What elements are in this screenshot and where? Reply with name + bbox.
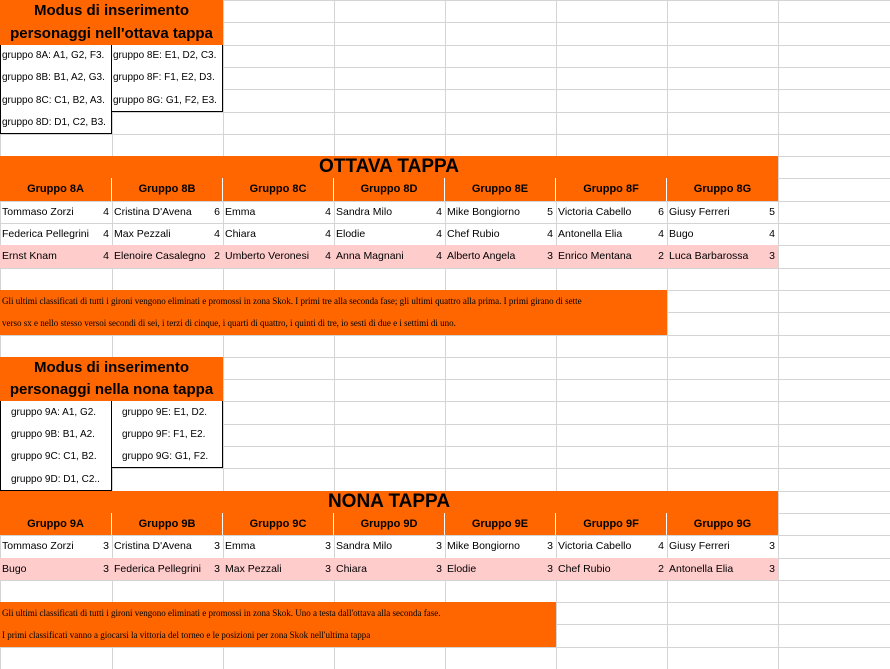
note-line2: I primi classificati vanno a giocarsi la vittoria del torneo e le posizioni per zona Skok nell'ultima tappa: [0, 624, 556, 647]
participant-score[interactable]: 4: [547, 228, 553, 240]
modus-right-item: gruppo 8F: F1, E2, D3.: [112, 67, 223, 89]
participant-name[interactable]: Sandra Milo: [336, 206, 393, 218]
participant-score[interactable]: 4: [436, 206, 442, 218]
group-header: Gruppo 8F: [556, 178, 667, 201]
participant-score[interactable]: 4: [98, 245, 112, 268]
modus-left-item: gruppo 9A: A1, G2.: [0, 401, 112, 424]
group-header: Gruppo 9F: [556, 513, 667, 535]
modus-title-line1: Modus di inserimento: [0, 357, 223, 379]
participant-name[interactable]: Chiara: [225, 228, 256, 240]
participant-name[interactable]: Anna Magnani: [334, 245, 431, 268]
participant-score[interactable]: 5: [547, 206, 553, 218]
participant-score[interactable]: 4: [103, 228, 109, 240]
participant-name[interactable]: Tommaso Zorzi: [2, 540, 74, 552]
modus-title-line2: personaggi nell'ottava tappa: [0, 22, 223, 45]
participant-score[interactable]: 3: [431, 558, 445, 580]
participant-name[interactable]: Chiara: [334, 558, 431, 580]
note-line1: Gli ultimi classificati di tutti i gironi vengono eliminati e promossi in zona Skok. Uno a testa dall'ottava alla seconda fase.: [0, 602, 556, 624]
participant-name[interactable]: Ernst Knam: [0, 245, 98, 268]
participant-name[interactable]: Chef Rubio: [556, 558, 653, 580]
participant-score[interactable]: 3: [764, 558, 778, 580]
participant-name[interactable]: Cristina D'Avena: [114, 206, 192, 218]
group-header: Gruppo 8A: [0, 178, 112, 201]
participant-name[interactable]: Emma: [225, 206, 256, 218]
participant-name[interactable]: Mike Bongiorno: [447, 206, 520, 218]
participant-name[interactable]: Alberto Angela: [445, 245, 542, 268]
modus-right-item: gruppo 9E: E1, D2.: [112, 401, 223, 424]
participant-score[interactable]: 4: [769, 228, 775, 240]
participant-name[interactable]: Elodie: [445, 558, 542, 580]
participant-score[interactable]: 3: [769, 540, 775, 552]
participant-name[interactable]: Federica Pellegrini: [112, 558, 209, 580]
modus-left-item: gruppo 8B: B1, A2, G3.: [0, 67, 112, 89]
participant-score[interactable]: 5: [769, 206, 775, 218]
modus-title-line1: Modus di inserimento: [0, 0, 223, 22]
modus-right-item: gruppo 8G: G1, F2, E3.: [112, 89, 223, 112]
participant-name[interactable]: Bugo: [0, 558, 98, 580]
participant-name[interactable]: Chef Rubio: [447, 228, 500, 240]
group-header: Gruppo 9B: [112, 513, 223, 535]
modus-left-item: gruppo 8A: A1, G2, F3.: [0, 45, 112, 67]
participant-score[interactable]: 4: [325, 206, 331, 218]
participant-score[interactable]: 3: [542, 245, 556, 268]
participant-score[interactable]: 4: [325, 228, 331, 240]
participant-score[interactable]: 2: [653, 245, 667, 268]
participant-name[interactable]: Victoria Cabello: [558, 206, 632, 218]
participant-name[interactable]: Elenoire Casalegno: [112, 245, 209, 268]
group-header: Gruppo 9D: [334, 513, 445, 535]
group-header: Gruppo 8D: [334, 178, 445, 201]
participant-score[interactable]: 3: [325, 540, 331, 552]
participant-name[interactable]: Max Pezzali: [223, 558, 320, 580]
participant-name[interactable]: Enrico Mentana: [556, 245, 653, 268]
modus-right-item: gruppo 9F: F1, E2.: [112, 424, 223, 446]
participant-name[interactable]: Sandra Milo: [336, 540, 393, 552]
group-header: Gruppo 8B: [112, 178, 223, 201]
modus-title-line2: personaggi nella nona tappa: [0, 379, 223, 401]
group-header: Gruppo 9E: [445, 513, 556, 535]
participant-name[interactable]: Max Pezzali: [114, 228, 171, 240]
group-header: Gruppo 8C: [223, 178, 334, 201]
participant-name[interactable]: Giusy Ferreri: [669, 540, 730, 552]
modus-left-item: gruppo 8C: C1, B2, A3.: [0, 89, 112, 112]
tappa-banner: OTTAVA TAPPA: [0, 156, 778, 178]
modus-right-item: gruppo 9G: G1, F2.: [112, 446, 223, 468]
participant-name[interactable]: Emma: [225, 540, 256, 552]
participant-name[interactable]: Federica Pellegrini: [2, 228, 89, 240]
participant-score[interactable]: 4: [658, 540, 664, 552]
participant-name[interactable]: Luca Barbarossa: [667, 245, 764, 268]
participant-score[interactable]: 3: [547, 540, 553, 552]
participant-name[interactable]: Victoria Cabello: [558, 540, 632, 552]
participant-name[interactable]: Mike Bongiorno: [447, 540, 520, 552]
modus-left-item: gruppo 8D: D1, C2, B3.: [0, 112, 112, 134]
participant-score[interactable]: 4: [320, 245, 334, 268]
participant-score[interactable]: 4: [214, 228, 220, 240]
participant-score[interactable]: 3: [103, 540, 109, 552]
participant-name[interactable]: Elodie: [336, 228, 366, 240]
participant-score[interactable]: 3: [214, 540, 220, 552]
participant-name[interactable]: Cristina D'Avena: [114, 540, 192, 552]
group-header: Gruppo 9G: [667, 513, 778, 535]
modus-left-item: gruppo 9B: B1, A2.: [0, 424, 112, 446]
note-line1: Gli ultimi classificati di tutti i gironi vengono eliminati e promossi in zona Skok. I primi tre alla seconda fase; gli ultimi quattro alla prima. I primi girano di sette: [0, 290, 667, 312]
participant-score[interactable]: 3: [436, 540, 442, 552]
participant-score[interactable]: 4: [436, 228, 442, 240]
group-header: Gruppo 9A: [0, 513, 112, 535]
participant-score[interactable]: 2: [209, 245, 223, 268]
participant-name[interactable]: Umberto Veronesi: [223, 245, 320, 268]
participant-score[interactable]: 4: [103, 206, 109, 218]
participant-score[interactable]: 2: [653, 558, 667, 580]
participant-name[interactable]: Giusy Ferreri: [669, 206, 730, 218]
participant-score[interactable]: 3: [320, 558, 334, 580]
participant-name[interactable]: Antonella Elia: [558, 228, 623, 240]
participant-name[interactable]: Tommaso Zorzi: [2, 206, 74, 218]
participant-score[interactable]: 3: [209, 558, 223, 580]
participant-score[interactable]: 6: [658, 206, 664, 218]
participant-score[interactable]: 6: [214, 206, 220, 218]
group-header: Gruppo 9C: [223, 513, 334, 535]
note-line2: verso sx e nello stesso versoi secondi di sei, i terzi di cinque, i quarti di quattro, i quinti di tre, io sesti di due e i settimi di uno.: [0, 312, 667, 335]
group-header: Gruppo 8E: [445, 178, 556, 201]
modus-right-item: gruppo 8E: E1, D2, C3.: [112, 45, 223, 67]
participant-score[interactable]: 4: [658, 228, 664, 240]
group-header: Gruppo 8G: [667, 178, 778, 201]
modus-left-item: gruppo 9D: D1, C2..: [0, 468, 112, 491]
participant-name[interactable]: Bugo: [669, 228, 694, 240]
participant-score[interactable]: 3: [764, 245, 778, 268]
participant-score[interactable]: 4: [431, 245, 445, 268]
participant-name[interactable]: Antonella Elia: [667, 558, 764, 580]
modus-left-item: gruppo 9C: C1, B2.: [0, 446, 112, 468]
tappa-banner: NONA TAPPA: [0, 491, 778, 513]
participant-score[interactable]: 3: [542, 558, 556, 580]
participant-score[interactable]: 3: [98, 558, 112, 580]
